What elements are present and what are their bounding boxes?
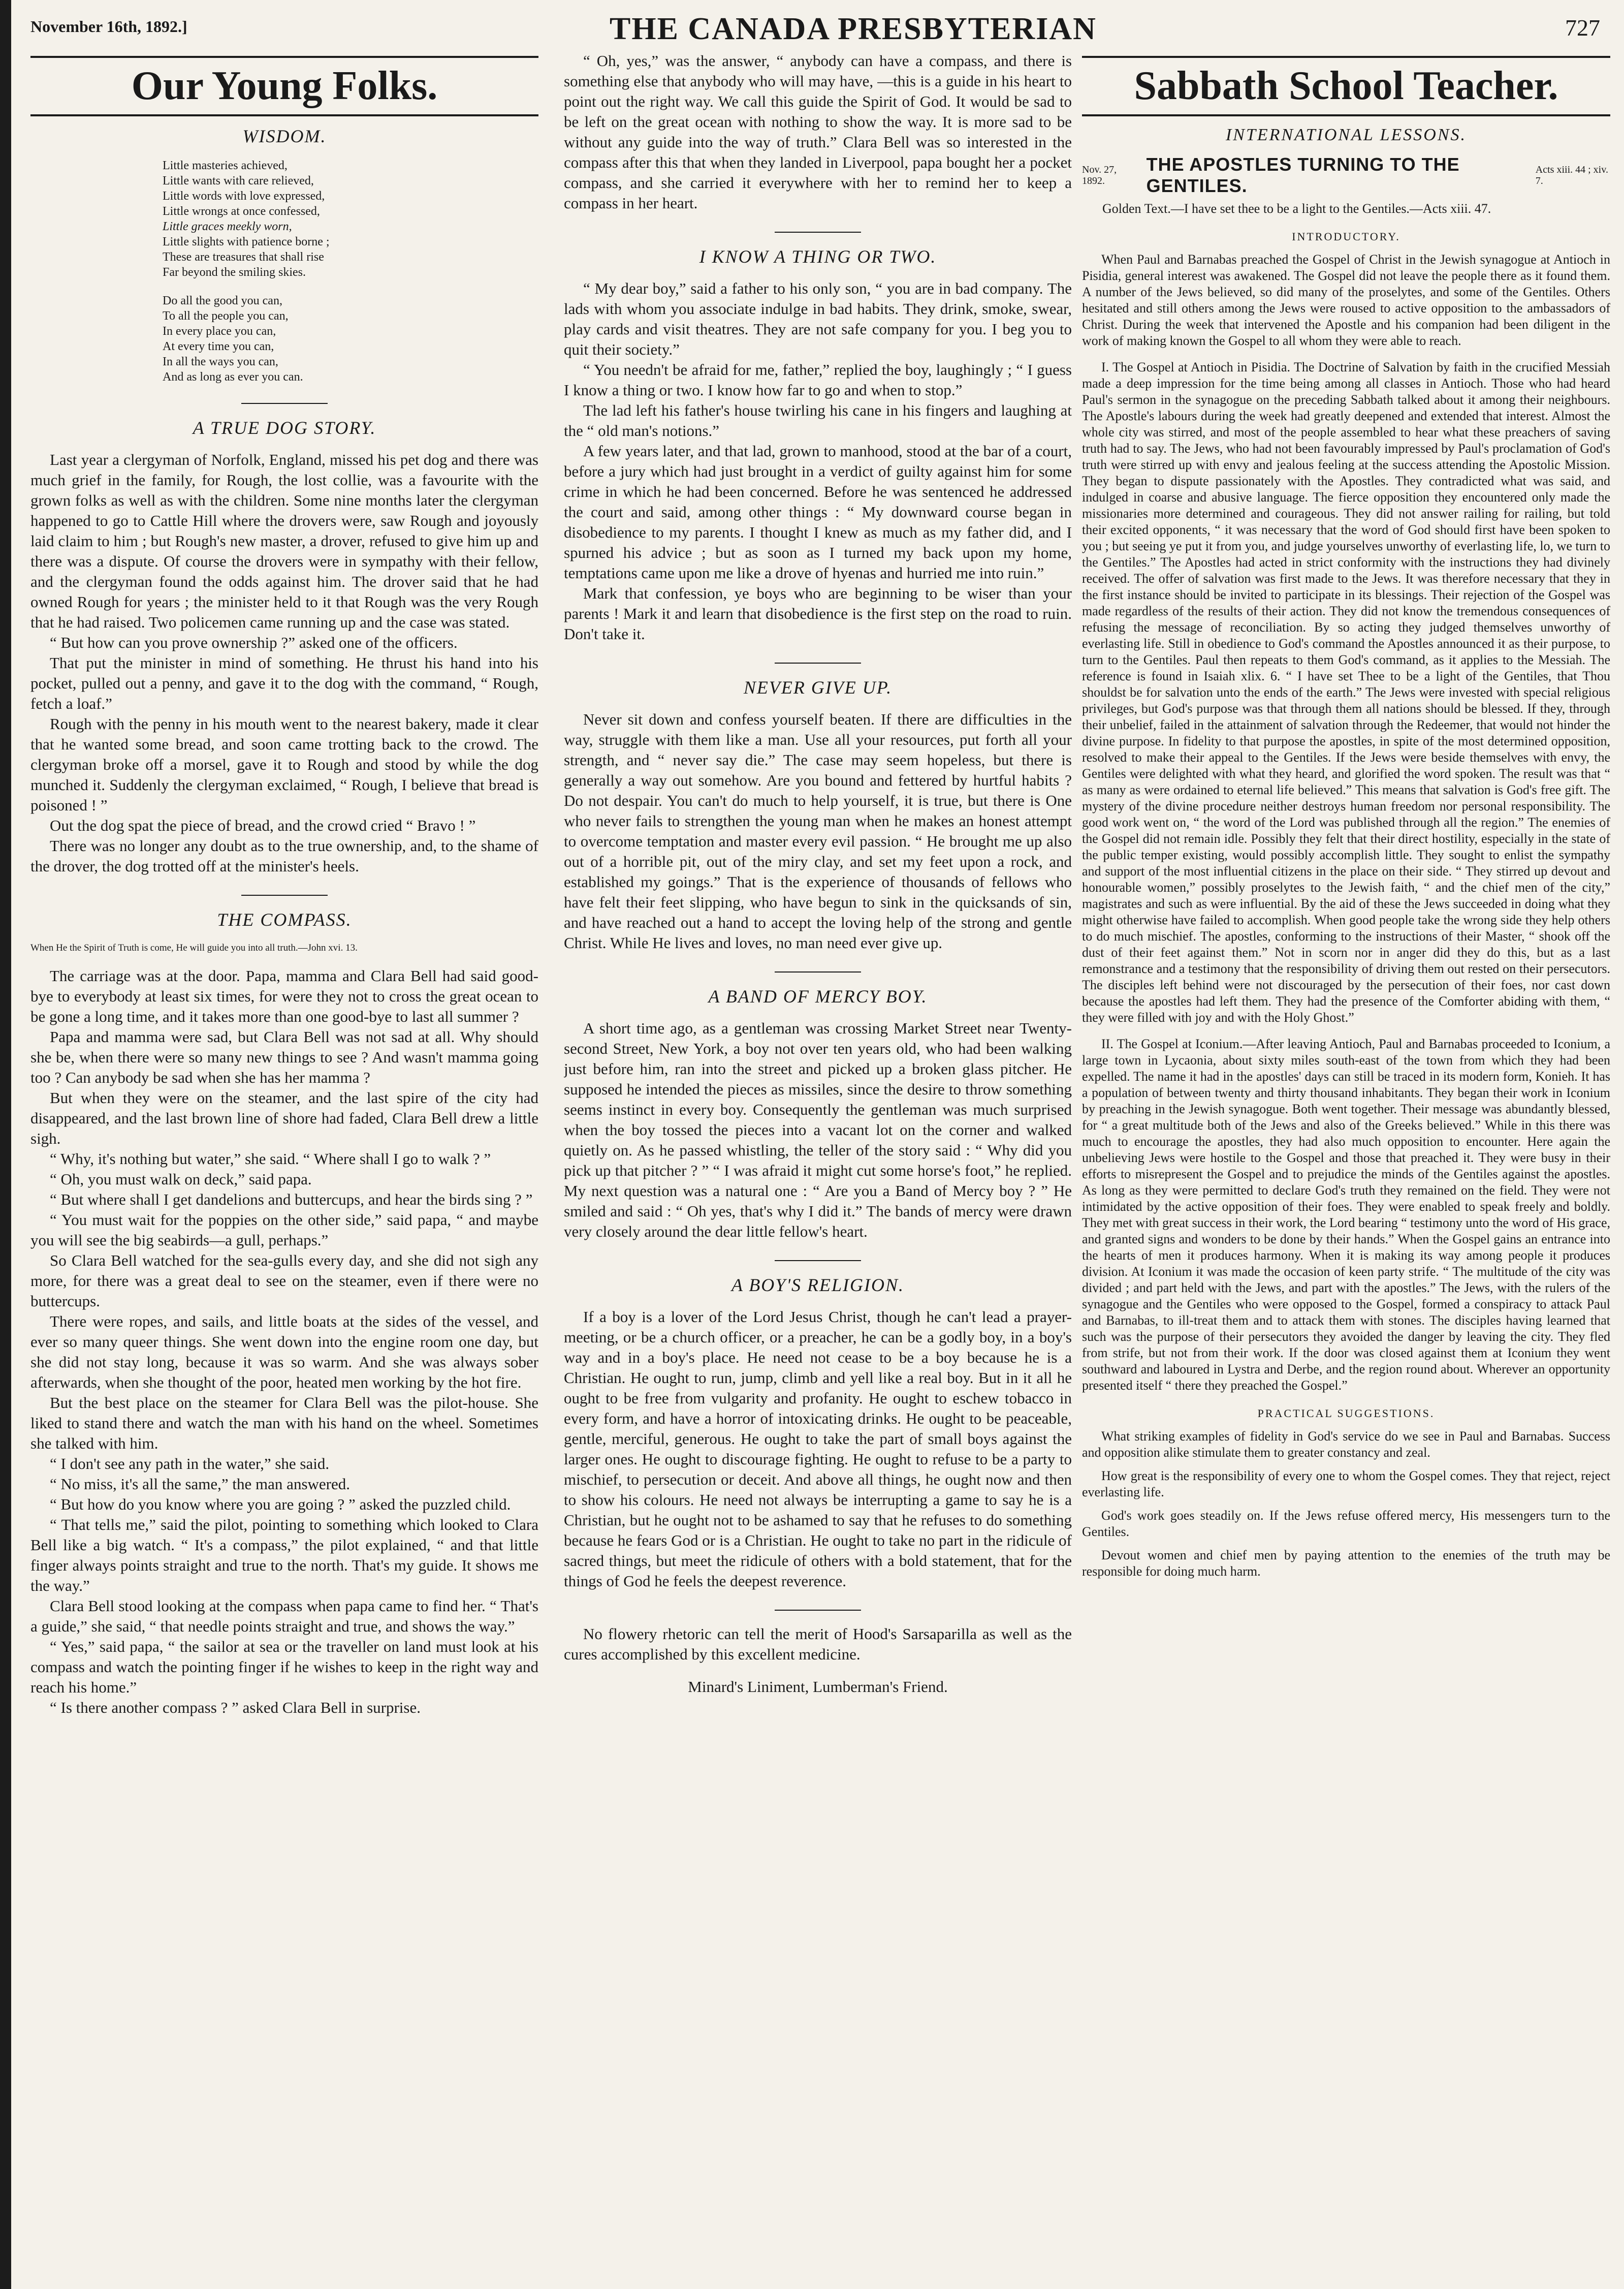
poem-line: Little wrongs at once confessed, [163,205,320,218]
paragraph: That put the minister in mind of something. He thrust his hand into his pocket, pulled out a penny, and gave it to the dog with the command, “ Rough, fetch a loaf.” [30,654,538,712]
poem-line: In every place you can, [163,325,276,338]
paragraph: When Paul and Barnabas preached the Gospel of Christ in the Jewish synagogue at Antioch in Pisidia, general interest was awakened. The Gospel did not leave the people there as it found them. A number of the Jews believed, so did many of the proselytes, and some of the Gentiles. Others hesitated and still others among the Jews were roused to active opposition to the ambassadors of Christ. During the week that intervened the Apostle and his companion had been diligent in the work of making known the Gospel to all whom they were able to reach. [1082,252,1610,348]
paragraph: “ Is there another compass ? ” asked Clara Bell in surprise. [50,1699,421,1716]
section-divider [775,232,861,233]
paragraph: But when they were on the steamer, and the last spire of the city had disappeared, and the last brown line of shore had faded, Clara Bell drew a little sigh. [30,1089,538,1147]
poem-line: Little slights with patience borne ; [163,235,330,248]
rule [1082,114,1610,116]
issue-date: November 16th, 1892.] [30,17,187,36]
section-divider [241,895,328,896]
paragraph: “ But how do you know where you are going ? ” asked the puzzled child. [50,1495,511,1513]
paragraph: God's work goes steadily on. If the Jews refuse offered mercy, His messengers turn to the Gentiles. [1082,1508,1610,1539]
masthead [30,9,1610,45]
department-heading-young-folks: Our Young Folks. [131,64,438,108]
subtitle: INTERNATIONAL LESSONS. [1225,126,1467,144]
paragraph: How great is the responsibility of every one to whom the Gospel comes. They that reject, reject everlasting life. [1082,1468,1610,1499]
top-rule [1082,56,1610,58]
section-divider [775,1260,861,1261]
paragraph: Clara Bell stood looking at the compass when papa came to find her. “ That's a guide,” she said, “ that needle points straight and true, and shows the way.” [30,1597,538,1635]
paragraph: “ Oh, yes,” was the answer, “ anybody can have a compass, and there is something else that anybody who will may have, —this is a guide in his heart to point out the right way. We call this guide the Spirit of God. It would be sad to be left on the great ocean with nothing to show the way. It is more sad to be without any guide into the way of truth.” Clara Bell was so interested in the compass after this that when they landed in Liverpool, papa bought her a pocket compass, and she carried it everywhere with her to remind her to keep a compass in her heart. [564,52,1072,212]
poem-line: Little graces meekly worn, [163,220,292,233]
paragraph: I. The Gospel at Antioch in Pisidia. The Doctrine of Salvation by faith in the crucified Messiah made a deep impression for the time being among all classes in Antioch. Those who had heard Paul's sermon in the synagogue on the preceding Sabbath talked about it among their neighbours. The Apostle's labours during the week had greatly deepened and extended that interest. Almost the whole city was stirred, and most of the people assembled to hear what these preachers of saving truth had to say. The Jews, who had not been favourably impressed by Paul's proclamation of God's truth were stirred up with envy and jealous feeling at the success attending the Apostolic Mission. They began to dispute passionately with the Apostles. They contradicted what was said, and indulged in coarse and abusive language. The fierce opposition they encountered only made the missionaries more determined and courageous. They did not answer railing for railing, but told their excited opponents, “ it was necessary that the word of God should first have been spoken to you ; but seeing ye put it from you, and judge yourselves unworthy of everlasting life, lo, we turn to the Gentiles.” The Apostles had acted in strict conformity with the instructions they had divinely received. The offer of salvation was first made to the Jews. It was therefore necessary that they in the first instance should be invited to participate in its blessings. Their rejection of the Gospel was made regardless of the results of their action. They did not know the tremendous consequences of refusing the message of reconciliation. By so acting they judged themselves unworthy of everlasting life. Still in obedience to God's command the Apostles announced it as their purpose, to turn to the Gentiles. Paul then repeats to them God's command, as it applies to the Messiah. The reference is found in Isaiah xlix. 6. “ I have set Thee to be a light of the Gentiles, that Thou shouldst be for salvation unto the ends of the earth.” The Jews were invested with special religious privileges, but God's purpose was that through them all nations should be blessed. If they, through their unbelief, failed in the attainment of salvation through the Redeemer, that would not hinder the divine purpose. In fidelity to that purpose the apostles, in spite of the most determined opposition, resolved to make their appeal to the Gentiles. If the Jews were beside themselves with envy, the Gentiles were delighted with what they heard, and glorified the word spoken. The result was that “ as many as were ordained to eternal life believed.” This means that salvation is God's free gift. The mystery of the divine procedure neither destroys human freedom nor personal responsibility. The good work went on, “ the word of the Lord was published through all the region.” The enemies of the Gospel did not remain idle. Possibly they felt that their direct hostility, especially in the state of the public temper existing, would possibly accomplish little. They sought to enlist the sympathy and support of the most influential citizens in the place on their side. “ They stirred up devout and honourable women,” possibly proselytes to the Jewish faith, “ and the chief men of the city,” magistrates and such as were influential. By the aid of these the Jews succeeded in doing what they might otherwise have failed to accomplish. When good people take the wrong side they help others to do much mischief. The apostles, conforming to the instructions of their Master, “ shook off the dust of their feet against them.” Not in scorn nor in anger did they do this, but as a last remonstrance and a testimony that the responsibility of driving them out rested on their persecutors. The disciples left behind were not discouraged by the persecution of their foes, nor cast down because the apostles had left them. They had the presence of the Comforter abiding with them, “ they were filled with joy and with the Holy Ghost.” [1082,360,1610,1025]
paragraph: The carriage was at the door. Papa, mamma and Clara Bell had said good-bye to everybody at least six times, for were they not to cross the great ocean to be gone a long time, and it takes more than one good-bye to last all summer ? [30,967,538,1025]
paragraph: The lad left his father's house twirling his cane in his fingers and laughing at the “ old man's notions.” [564,401,1072,440]
poem-line: To all the people you can, [163,309,289,323]
paragraph: “ Why, it's nothing but water,” she said. “ Where shall I go to walk ? ” [50,1150,491,1168]
article-title-know: I KNOW A THING OR TWO. [699,246,937,267]
paragraph: What striking examples of fidelity in God's service do we see in Paul and Barnabas. Success and opposition alike stimulate them to greater constancy and zeal. [1082,1429,1610,1460]
poem-line: Do all the good you can, [163,294,282,307]
paragraph: “ I don't see any path in the water,” she said. [50,1455,330,1472]
lesson-reference: Acts xiii. 44 ; xiv. 7. [1535,164,1608,186]
paragraph: “ You must wait for the poppies on the other side,” said papa, “ and maybe you will see the big seabirds—a gull, perhaps.” [30,1211,538,1249]
paragraph: There was no longer any doubt as to the true ownership, and, to the shame of the drover, the dog trotted off at the minister's heels. [30,837,538,875]
paragraph: A short time ago, as a gentleman was crossing Market Street near Twenty-second Street, New York, a boy not over ten years old, who had been walking just before him, ran into the street and picked up a broken glass pitcher. He supposed he intended the pieces as missiles, since the desire to throw something seems instinct in every boy. Consequently the gentleman was much surprised when the boy tossed the pieces into a vacant lot on the corner and walked quietly on. As he passed whistling, the teller of the story said : “ Why did you pick up that pitcher ? ” “ I was afraid it might cut some horse's foot,” he replied. My next question was a natural one : “ Are you a Band of Mercy boy ? ” He smiled and said : “ Oh yes, that's why I did it.” The bands of mercy were drawn very closely around the dear little fellow's heart. [564,1019,1072,1240]
lesson-title: THE APOSTLES TURNING TO THE GENTILES. [1146,154,1460,196]
paragraph: Never sit down and confess yourself beaten. If there are difficulties in the way, struggle with them like a man. Use all your resources, put forth all your strength, and “ never say die.” The case may seem hopeless, but there is generally a way out somehow. Are you bound and fettered by hurtful habits ? Do not despair. You can't do much to help yourself, it is true, but there is One who never fails to strengthen the young man when he makes an honest attempt to overcome temptation and master every evil passion. “ He brought me up also out of a horrible pit, out of the miry clay, and set my feet upon a rock, and established my goings.” That is the experience of thousands of fellows who have felt their feet slipping, who have begun to sink in the quicksands of sin, and have reached out a hand to accept the loving help of the strong and gentle Christ. While He lives and loves, no man need ever give up. [564,710,1072,952]
lesson-date: Nov. 27, 1892. [1082,164,1117,186]
department-heading-sabbath-school: Sabbath School Teacher. [1134,64,1558,108]
article-title-dog-story: A TRUE DOG STORY. [193,418,376,438]
golden-text: Golden Text.—I have set thee to be a light to the Gentiles.—Acts xiii. 47. [1102,201,1491,216]
column-1 [30,51,538,2276]
lesson-heading [1082,154,1610,197]
paragraph: So Clara Bell watched for the sea-gulls every day, and she did not sigh any more, for there was a great deal to see on the steamer, even if there were no buttercups. [30,1251,538,1310]
poem-line: At every time you can, [163,340,274,353]
rule [30,114,538,116]
paragraph: “ Yes,” said papa, “ the sailor at sea or the traveller on land must look at his compass and watch the pointing finger if he wishes to keep in the right way and reach his home.” [30,1638,538,1696]
article-title-compass: THE COMPASS. [217,910,352,930]
article-title-boys-religion: A BOY'S RELIGION. [731,1275,905,1295]
paragraph: Out the dog spat the piece of bread, and the crowd cried “ Bravo ! ” [50,817,476,834]
column-3 [1082,51,1610,2276]
poem-line: Far beyond the smiling skies. [163,266,306,279]
paragraph: But the best place on the steamer for Clara Bell was the pilot-house. She liked to stand there and watch the man with his hand on the wheel. Sometimes she talked with him. [30,1394,538,1452]
binding-gutter [0,0,11,2289]
paragraph: “ But how can you prove ownership ?” asked one of the officers. [50,634,458,651]
paragraph: Devout women and chief men by paying attention to the enemies of the truth may be responsible for doing much harm. [1082,1548,1610,1579]
poem-line: Little masteries achieved, [163,159,288,172]
poem-stanza-2 [163,293,538,385]
section-divider [241,403,328,404]
paragraph: Papa and mamma were sad, but Clara Bell was not sad at all. Why should she be, when there were so many new things to see ? And wasn't mamma going too ? Can anybody be sad when she has her mamma ? [30,1028,538,1086]
poem-line: In all the ways you can, [163,355,278,368]
paragraph: A few years later, and that lad, grown to manhood, stood at the bar of a court, before a jury which had just brought in a verdict of guilty against him for some crime in which he had been concerned. Before he was sentenced he addressed the court and said, among other things : “ My downward course began in disobedience to my parents. I thought I knew as much as my father did, and I spurned his advice ; but as soon as I turned my back upon my home, temptations came upon me like a drove of hyenas and hurried me into ruin.” [564,442,1072,582]
epigraph: When He the Spirit of Truth is come, He will guide you into all truth.—John xvi. 13. [30,943,358,953]
article-title-wisdom: WISDOM. [242,126,327,146]
section-divider [775,971,861,973]
paragraph: Last year a clergyman of Norfolk, England, missed his pet dog and there was much grief in the family, for Rough, the lost collie, was a favourite with the grown folks as well as with the children. Some nine months later the clergyman happened to go to Cattle Hill where the drovers were, saw Rough and joyously laid claim to him ; but Rough's new master, a drover, refused to give him up and there was a dispute. Of course the drovers were in sympathy with their fellow, and the clergyman found the odds against him. The drover said that he had owned Rough for years ; the minister held to it that Rough was the very Rough that he had raised. Two policemen came running up and the case was stated. [30,451,538,631]
paragraph: Rough with the penny in his mouth went to the nearest bakery, made it clear that he wanted some bread, and soon came trotting back to the crowd. The clergyman broke off a morsel, gave it to Rough and stood by while the dog munched it. Suddenly the clergyman exclaimed, “ Rough, I believe that bread is poisoned ! ” [30,715,538,814]
poem-stanza-1 [163,158,538,280]
paragraph: “ You needn't be afraid for me, father,” replied the boy, laughingly ; “ I guess I know a thing or two. I know how far to go and when to stop.” [564,361,1072,399]
paragraph: “ Oh, you must walk on deck,” said papa. [50,1170,312,1188]
paragraph: “ But where shall I get dandelions and buttercups, and hear the birds sing ? ” [50,1190,533,1208]
newspaper-title: THE CANADA PRESBYTERIAN [610,12,1097,46]
paragraph: “ That tells me,” said the pilot, pointing to something which looked to Clara Bell like a big watch. “ It's a compass,” the pilot explained, “ and that little finger always points straight and true to the north. That's my guide. It shows me the way.” [30,1516,538,1594]
paragraph: Mark that confession, ye boys who are beginning to be wiser than your parents ! Mark it and learn that disobedience is the first step on the road to ruin. Don't take it. [564,584,1072,643]
paragraph: “ No miss, it's all the same,” the man answered. [50,1475,350,1493]
paragraph: “ My dear boy,” said a father to his only son, “ you are in bad company. The lads with whom you associate indulge in bad habits. They drink, smoke, swear, play cards and visit theatres. They are not safe company for you. I beg you to quit their society.” [564,279,1072,358]
article-title-never-give-up: NEVER GIVE UP. [743,677,893,698]
paragraph: There were ropes, and sails, and little boats at the sides of the vessel, and ever so many queer things. She went down into the engine room one day, but she did not stay long, because it was so warm. And she was always sober afterwards, when she thought of the poor, heated men working by the hot fire. [30,1312,538,1391]
paragraph: II. The Gospel at Iconium.—After leaving Antioch, Paul and Barnabas proceeded to Iconium, a large town in Lycaonia, about sixty miles south-east of the town from which they had been expelled. The name it had in the apostles' days can still be traced in its modern form, Konieh. It has a population of between twenty and thirty thousand inhabitants. They began their work in Iconium by preaching in the Jewish synagogue. Both went together. Their message was abundantly blessed, for “ a great multitude both of the Jews and also of the Greeks believed.” While in this there was much to encourage the apostles, they had also much opposition to encounter. Here again the unbelieving Jews were hostile to the Gospel and those that preached it. They were busy in their efforts to misrepresent the Gospel and to prejudice the minds of the Gentiles against the apostles. As long as they were permitted to declare God's truth they remained on the field. They were not intimidated by the active opposition of their foes. They were enabled to speak freely and boldly. They met with great success in their work, the Lord bearing “ testimony unto the word of His grace, and granted signs and wonders to be done by their hands.” When the Gospel gains an entrance into the hearts of men it produces harmony. When it is making its way among people it produces division. At Iconium it was made the occasion of keen party strife. “ The multitude of the city was divided ; and part held with the Jews, and part with the apostles.” The Jews, with the rulers of the synagogue and the Gentiles who were opposed to the Gospel, formed a conspiracy to attack Paul and Barnabas, to ill-treat them and to attack them with stones. The disciples having learned that such was the purpose of their persecutors they avoided the danger by leaving the city. They fled from strife, but not from their work. If the door was closed against them at Iconium they went southward and laboured in Lystra and Derbe, and the region round about. Wherever an opportunity presented itself “ there they preached the Gospel.” [1082,1037,1610,1393]
advertisement-notice: Minard's Liniment, Lumberman's Friend. [688,1678,948,1696]
section-heading: PRACTICAL SUGGESTIONS. [1257,1407,1435,1420]
poem-line: These are treasures that shall rise [163,250,324,264]
article-title-band-of-mercy: A BAND OF MERCY BOY. [708,986,928,1007]
page-number: 727 [1565,15,1600,41]
poem-line: Little wants with care relieved, [163,174,314,187]
advertisement-notice: No flowery rhetoric can tell the merit of Hood's Sarsaparilla as well as the cures accomplished by this excellent medicine. [564,1625,1072,1663]
section-heading: INTRODUCTORY. [1292,230,1400,243]
section-divider [775,1610,861,1611]
poem-line: And as long as ever you can. [163,370,303,384]
paragraph: If a boy is a lover of the Lord Jesus Christ, though he can't lead a prayer-meeting, or be a church officer, or a preacher, he can be a godly boy, in a boy's way and in a boy's place. He need not cease to be a boy because he is a Christian. He ought to run, jump, climb and yell like a real boy. But in it all he ought to be free from vulgarity and profanity. He ought to eschew tobacco in every form, and have a horror of intoxicating drinks. He ought to be peaceable, gentle, merciful, generous. He ought to take the part of small boys against the larger ones. He ought to discourage fighting. He ought to refuse to be a party to mischief, to persecution or deceit. And above all things, he ought now and then to show his colours. He need not always be interrupting a game to say he is a Christian, but he ought not to be ashamed to say that he refuses to do something because he fears God or is a Christian. He ought to take no part in the ridicule of sacred things, but meet the ridicule of others with a bold statement, that for the things of God he feels the deepest reverence. [564,1308,1072,1590]
section-divider [775,663,861,664]
top-rule [30,56,538,58]
poem-line: Little words with love expressed, [163,190,325,203]
column-2 [564,51,1072,2276]
